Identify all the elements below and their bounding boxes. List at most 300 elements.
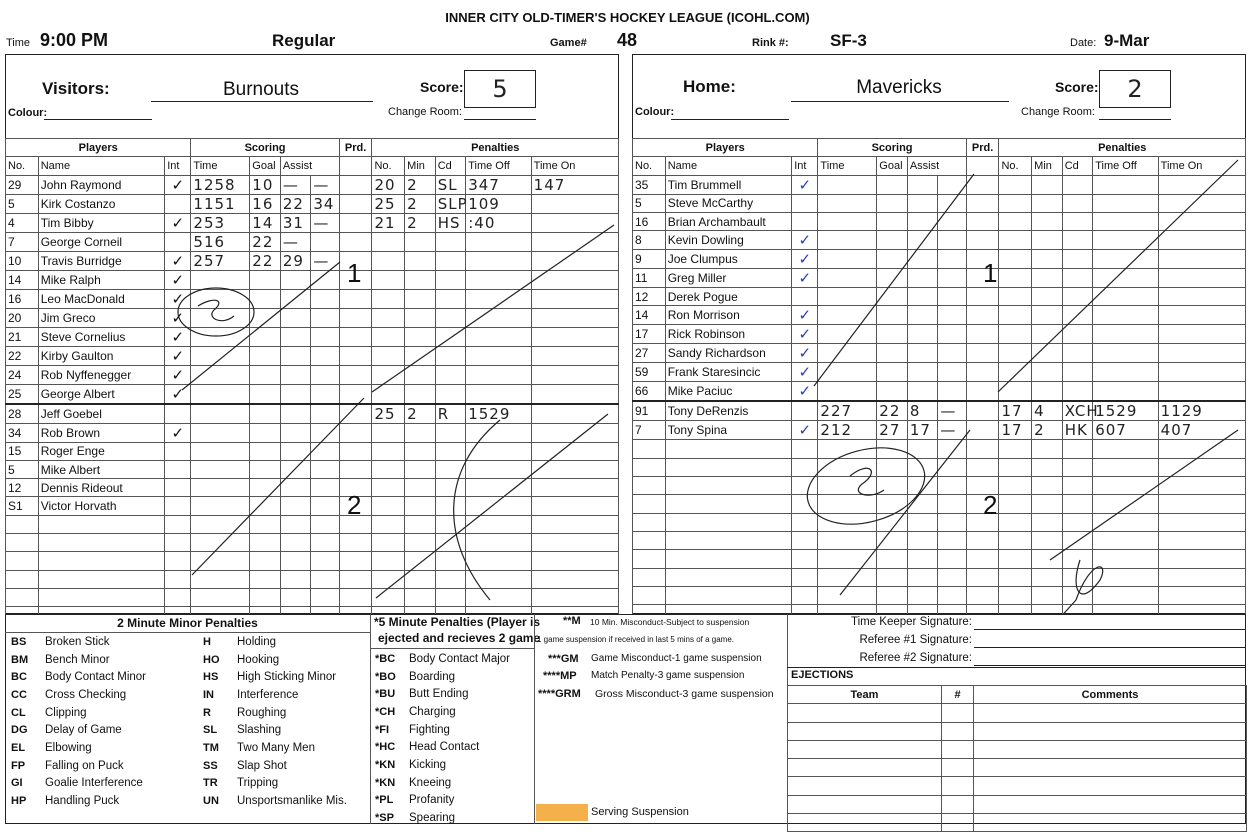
goal-time	[191, 423, 250, 442]
visitors-col-time-off: Time Off	[466, 157, 531, 175]
assist-1	[280, 442, 311, 460]
assist-1	[280, 460, 311, 478]
empty-cell	[633, 568, 666, 586]
penalty-time-off: 1529	[466, 404, 531, 424]
penalty-minutes	[405, 251, 436, 270]
visitors-players-header: Players	[6, 139, 191, 157]
player-int-check: ✓	[165, 289, 191, 308]
goal-time	[818, 477, 877, 495]
penalty-time-on	[1158, 586, 1245, 604]
penalty-time-on	[1158, 382, 1245, 402]
table-row	[633, 175, 1246, 194]
player-int-check	[165, 460, 191, 478]
ejection-cell[interactable]	[942, 795, 974, 813]
penalty-label: Clipping	[45, 706, 87, 719]
goal-time	[191, 404, 250, 424]
empty-cell	[792, 586, 818, 604]
empty-cell	[165, 552, 191, 570]
visitors-scoring-header: Scoring	[191, 139, 339, 157]
ejection-cell[interactable]	[788, 777, 942, 795]
empty-cell	[191, 588, 250, 606]
penalty-code	[1062, 458, 1093, 476]
penalty-player-no	[372, 570, 405, 588]
goal-scorer	[250, 270, 281, 289]
penalty-label: Boarding	[409, 670, 456, 683]
penalty-player-no	[999, 325, 1032, 344]
legend-item	[372, 792, 513, 810]
assist-2	[311, 346, 339, 365]
assist-1: 17	[907, 421, 938, 440]
empty-cell	[6, 570, 39, 588]
penalty-minutes	[1032, 212, 1063, 230]
penalty-time-off	[1093, 477, 1158, 495]
legend-item	[372, 738, 513, 756]
ejection-cell[interactable]	[974, 722, 1247, 740]
date-value: 9-Mar	[1104, 31, 1150, 50]
empty-cell	[280, 588, 311, 606]
empty-cell	[165, 570, 191, 588]
penalty-code: R	[203, 706, 211, 719]
table-row	[633, 194, 1246, 212]
player-number: 9	[633, 250, 666, 269]
empty-cell	[165, 515, 191, 533]
penalty-minutes	[405, 552, 436, 570]
empty-cell	[280, 515, 311, 533]
player-number: 35	[633, 175, 666, 194]
player-number: 16	[6, 289, 39, 308]
penalty-time-on	[531, 327, 618, 346]
player-int-check: ✓	[165, 423, 191, 442]
ejection-cell[interactable]	[788, 795, 942, 813]
penalty-label: Body Contact Minor	[45, 671, 146, 684]
penalty-code: SLP	[435, 194, 466, 213]
home-team-name: Mavericks	[856, 77, 942, 98]
assist-1	[280, 423, 311, 442]
goal-scorer	[877, 344, 908, 363]
player-int-check	[792, 194, 818, 212]
penalty-code: *BO	[375, 670, 396, 683]
penalty-time-on	[1158, 175, 1245, 194]
goal-time	[191, 327, 250, 346]
goal-time: 516	[191, 232, 250, 251]
penalty-label: Slashing	[237, 724, 282, 737]
penalty-code	[1062, 269, 1093, 288]
penalty-minutes: 2	[405, 404, 436, 424]
goal-scorer	[877, 382, 908, 402]
period-cell	[966, 440, 999, 458]
goal-scorer	[877, 363, 908, 382]
assist-2	[938, 495, 966, 513]
player-int-check: ✓	[165, 175, 191, 194]
home-col-name: Name	[665, 157, 792, 175]
legend-item	[200, 651, 350, 669]
penalty-minutes	[405, 479, 436, 497]
home-room-label: Change Room:	[1021, 106, 1095, 118]
ejection-cell[interactable]	[942, 814, 974, 832]
period-cell	[966, 458, 999, 476]
ejection-cell[interactable]	[942, 722, 974, 740]
goal-scorer	[250, 479, 281, 497]
minor-penalties-right-list	[200, 633, 350, 810]
ejection-cell[interactable]	[974, 704, 1247, 722]
penalty-player-no	[372, 270, 405, 289]
empty-cell	[907, 568, 938, 586]
player-int-check	[165, 497, 191, 515]
penalty-code	[1062, 363, 1093, 382]
assist-1: 31	[280, 213, 311, 232]
player-number: 17	[633, 325, 666, 344]
misconduct-m-note: 1 game suspension if received in last 5 mins of a game.	[537, 635, 734, 644]
empty-cell	[311, 588, 339, 606]
penalty-time-on: 407	[1158, 421, 1245, 440]
game-type: Regular	[272, 31, 336, 50]
ejection-row	[788, 814, 1247, 832]
penalty-time-off	[466, 552, 531, 570]
player-number: S1	[6, 497, 39, 515]
penalty-time-off	[1093, 250, 1158, 269]
home-col-cd: Cd	[1062, 157, 1093, 175]
ejection-cell[interactable]	[788, 814, 942, 832]
ejection-cell[interactable]	[942, 777, 974, 795]
player-number: 14	[633, 306, 666, 325]
player-number	[633, 458, 666, 476]
player-int-check: ✓	[792, 344, 818, 363]
visitors-score-label: Score:	[420, 79, 464, 95]
penalty-player-no	[372, 460, 405, 478]
ejection-cell[interactable]	[974, 777, 1247, 795]
penalty-player-no	[372, 552, 405, 570]
penalty-minutes	[1032, 175, 1063, 194]
assist-1	[280, 479, 311, 497]
legend-item	[200, 721, 350, 739]
penalty-minutes	[405, 534, 436, 552]
player-name: Sandy Richardson	[665, 344, 792, 363]
ejection-cell[interactable]	[974, 814, 1247, 832]
player-int-check: ✓	[165, 384, 191, 404]
table-row	[6, 384, 619, 404]
goal-scorer: 16	[250, 194, 281, 213]
penalty-time-on	[1158, 288, 1245, 306]
penalty-label: Spearing	[409, 812, 456, 825]
timekeeper-signature-line[interactable]	[974, 629, 1246, 630]
assist-1	[907, 175, 938, 194]
legend-item	[8, 686, 149, 704]
goal-time	[818, 250, 877, 269]
penalty-time-on	[531, 384, 618, 404]
penalty-code	[435, 346, 466, 365]
empty-cell	[792, 513, 818, 531]
table-row	[633, 586, 1246, 604]
ejection-cell[interactable]	[942, 704, 974, 722]
player-int-check: ✓	[165, 327, 191, 346]
player-int-check: ✓	[792, 231, 818, 250]
player-int-check	[792, 495, 818, 513]
goal-time	[818, 440, 877, 458]
home-col-time-off: Time Off	[1093, 157, 1158, 175]
assist-2	[938, 231, 966, 250]
penalty-time-off	[466, 346, 531, 365]
goal-time	[818, 212, 877, 230]
ejection-cell[interactable]	[788, 740, 942, 758]
empty-cell	[250, 515, 281, 533]
penalty-time-on	[531, 442, 618, 460]
table-row	[633, 440, 1246, 458]
ejection-cell[interactable]	[942, 740, 974, 758]
assist-1	[907, 269, 938, 288]
period-cell	[339, 442, 372, 460]
penalty-time-off	[1093, 325, 1158, 344]
penalty-time-off	[466, 251, 531, 270]
ejection-row	[788, 795, 1247, 813]
legend-item	[200, 668, 350, 686]
home-col-pen-no: No.	[999, 157, 1032, 175]
table-row	[633, 477, 1246, 495]
penalty-code: SS	[203, 759, 218, 772]
goal-scorer	[250, 442, 281, 460]
penalty-code: *KN	[375, 758, 396, 771]
penalty-time-off	[466, 570, 531, 588]
player-number: 24	[6, 365, 39, 384]
penalty-player-no	[372, 232, 405, 251]
period-cell	[339, 365, 372, 384]
ejection-cell[interactable]	[788, 704, 942, 722]
assist-2	[938, 194, 966, 212]
penalty-time-on	[531, 588, 618, 606]
goal-scorer	[250, 365, 281, 384]
goal-scorer	[250, 497, 281, 515]
table-row	[6, 289, 619, 308]
empty-cell	[311, 515, 339, 533]
empty-cell	[665, 586, 792, 604]
penalty-code: HP	[11, 795, 27, 808]
goal-scorer	[877, 440, 908, 458]
player-name: Jim Greco	[38, 308, 165, 327]
visitors-col-name: Name	[38, 157, 165, 175]
home-col-no: No.	[633, 157, 666, 175]
penalty-code	[435, 327, 466, 346]
penalty-player-no	[999, 363, 1032, 382]
table-row	[6, 346, 619, 365]
penalty-time-on	[531, 515, 618, 533]
penalty-label: Head Contact	[409, 741, 480, 754]
penalty-label: Bench Minor	[45, 653, 110, 666]
penalty-time-off	[1093, 306, 1158, 325]
penalty-code	[435, 232, 466, 251]
table-row	[633, 250, 1246, 269]
visitors-scoresheet-table	[5, 138, 619, 626]
legend-item	[200, 792, 350, 810]
penalty-code: XCH	[1062, 401, 1093, 421]
empty-cell	[633, 586, 666, 604]
ejection-cell[interactable]	[788, 759, 942, 777]
empty-cell	[191, 515, 250, 533]
misconduct-m-code: **M	[563, 615, 581, 627]
penalty-player-no	[999, 513, 1032, 531]
penalty-time-on	[1158, 194, 1245, 212]
goal-time	[191, 497, 250, 515]
visitors-col-assist: Assist	[280, 157, 339, 175]
ejection-row	[788, 704, 1247, 722]
penalty-code	[435, 552, 466, 570]
assist-2	[311, 232, 339, 251]
table-row	[6, 552, 619, 570]
empty-cell	[6, 588, 39, 606]
penalty-minutes	[1032, 586, 1063, 604]
table-row	[633, 568, 1246, 586]
goal-time: 253	[191, 213, 250, 232]
penalty-label: Charging	[409, 705, 456, 718]
penalty-player-no	[999, 194, 1032, 212]
legend-divider-2	[534, 614, 535, 824]
player-int-check	[165, 232, 191, 251]
penalty-time-on	[531, 479, 618, 497]
goal-scorer	[877, 231, 908, 250]
game-label: Game#	[550, 37, 587, 49]
visitors-prd-header: Prd.	[339, 139, 372, 157]
goal-time	[818, 194, 877, 212]
penalty-player-no	[999, 382, 1032, 402]
penalty-label: Tripping	[237, 777, 279, 790]
penalty-player-no	[372, 442, 405, 460]
penalty-player-no	[999, 458, 1032, 476]
player-int-check: ✓	[792, 306, 818, 325]
penalty-minutes	[1032, 288, 1063, 306]
player-number: 11	[633, 269, 666, 288]
penalty-label: High Sticking Minor	[237, 671, 337, 684]
goal-scorer	[250, 384, 281, 404]
penalty-player-no	[372, 251, 405, 270]
player-number: 25	[6, 384, 39, 404]
ejection-cell[interactable]	[974, 795, 1247, 813]
table-row	[6, 404, 619, 424]
empty-cell	[938, 513, 966, 531]
penalty-code: H	[203, 635, 211, 648]
player-name: John Raymond	[38, 175, 165, 194]
empty-cell	[6, 534, 39, 552]
period-cell	[339, 384, 372, 404]
penalty-minutes	[405, 270, 436, 289]
empty-cell	[907, 531, 938, 549]
ejection-cell[interactable]	[974, 759, 1247, 777]
penalty-time-off: 607	[1093, 421, 1158, 440]
referee1-signature-line[interactable]	[974, 647, 1246, 648]
empty-cell	[877, 568, 908, 586]
penalty-code	[435, 289, 466, 308]
period-cell	[966, 382, 999, 402]
penalty-minutes	[405, 570, 436, 588]
home-colour-label: Colour:	[635, 106, 675, 118]
ejection-cell[interactable]	[942, 759, 974, 777]
penalty-player-no	[372, 327, 405, 346]
time-value: 9:00 PM	[40, 30, 109, 50]
ejection-cell[interactable]	[974, 740, 1247, 758]
penalty-label: Butt Ending	[409, 688, 469, 701]
penalty-minutes: 2	[1032, 421, 1063, 440]
referee2-signature-line[interactable]	[974, 665, 1246, 666]
penalty-minutes	[405, 384, 436, 404]
legend-item	[200, 686, 350, 704]
period-cell	[966, 231, 999, 250]
legend-item	[8, 651, 149, 669]
goal-time	[818, 288, 877, 306]
empty-cell	[6, 552, 39, 570]
player-name: Travis Burridge	[38, 251, 165, 270]
player-name: Kirk Costanzo	[38, 194, 165, 213]
player-int-check	[792, 458, 818, 476]
ejection-row	[788, 740, 1247, 758]
penalty-player-no	[372, 423, 405, 442]
goal-scorer	[877, 269, 908, 288]
legend-item	[372, 721, 513, 739]
home-score-box: 2	[1099, 70, 1171, 108]
penalty-time-on	[531, 460, 618, 478]
penalty-player-no	[999, 531, 1032, 549]
penalty-time-off	[1093, 550, 1158, 568]
empty-cell	[250, 552, 281, 570]
penalty-time-on	[1158, 458, 1245, 476]
period-cell	[966, 325, 999, 344]
home-col-min: Min	[1032, 157, 1063, 175]
player-name: Kirby Gaulton	[38, 346, 165, 365]
goal-scorer	[877, 288, 908, 306]
assist-1	[907, 288, 938, 306]
penalty-time-on	[1158, 550, 1245, 568]
assist-2	[311, 404, 339, 424]
home-period-2: 2	[983, 490, 998, 520]
penalty-time-off	[466, 423, 531, 442]
penalty-minutes	[405, 515, 436, 533]
empty-cell	[792, 550, 818, 568]
empty-cell	[38, 534, 165, 552]
penalty-minutes	[405, 346, 436, 365]
goal-time	[818, 495, 877, 513]
penalty-time-on	[531, 232, 618, 251]
player-name: Rob Nyffenegger	[38, 365, 165, 384]
player-int-check: ✓	[792, 325, 818, 344]
period-cell	[339, 570, 372, 588]
ejection-cell[interactable]	[788, 722, 942, 740]
penalty-player-no	[999, 440, 1032, 458]
misconduct-gm-label: Game Misconduct-1 game suspension	[591, 653, 762, 664]
player-name: Tim Bibby	[38, 213, 165, 232]
empty-cell	[191, 552, 250, 570]
player-name	[665, 440, 792, 458]
home-prd-header: Prd.	[966, 139, 999, 157]
penalty-time-off	[466, 534, 531, 552]
period-cell	[966, 586, 999, 604]
penalty-player-no	[999, 495, 1032, 513]
penalty-code: BC	[11, 671, 27, 684]
goal-scorer	[877, 306, 908, 325]
penalty-code: UN	[203, 795, 219, 808]
player-number: 8	[633, 231, 666, 250]
empty-cell	[665, 513, 792, 531]
player-number: 29	[6, 175, 39, 194]
penalty-code	[1062, 306, 1093, 325]
goal-time	[818, 458, 877, 476]
table-row	[633, 288, 1246, 306]
assist-2: —	[938, 421, 966, 440]
penalty-minutes	[405, 289, 436, 308]
table-row	[633, 344, 1246, 363]
empty-cell	[38, 570, 165, 588]
penalty-code: *SP	[375, 812, 394, 825]
penalty-player-no	[372, 365, 405, 384]
penalty-player-no	[999, 550, 1032, 568]
home-col-prd-blank	[966, 157, 999, 175]
misconduct-grm-code: ****GRM	[538, 688, 581, 700]
empty-cell	[665, 568, 792, 586]
